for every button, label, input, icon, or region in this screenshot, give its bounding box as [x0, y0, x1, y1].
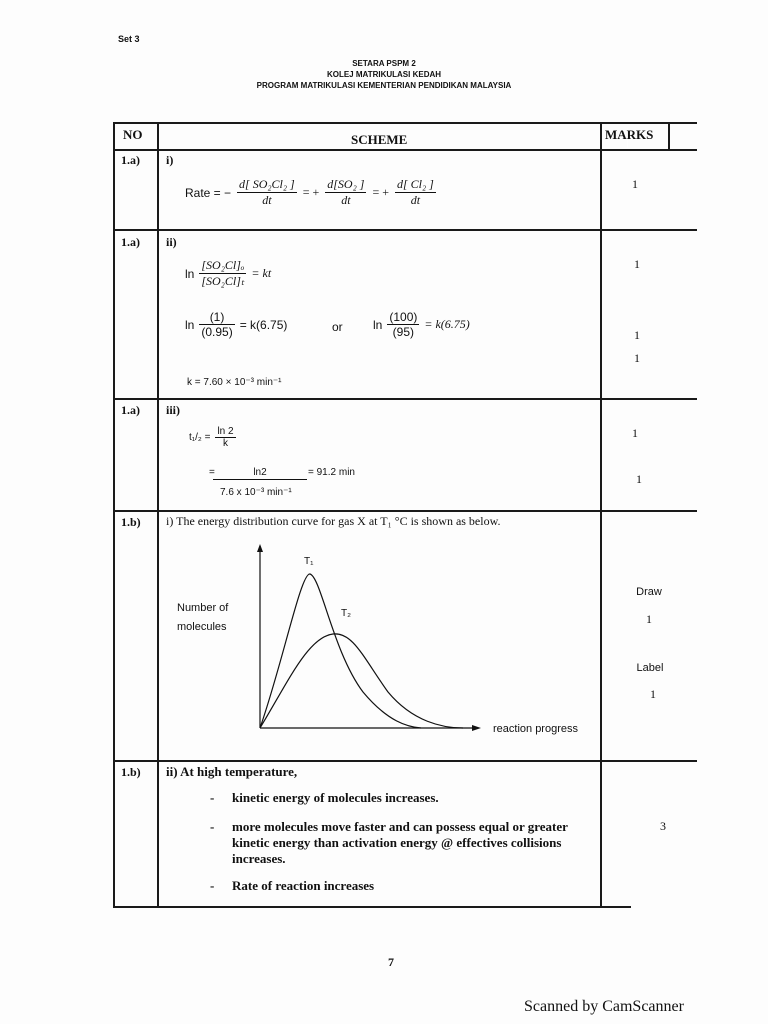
half-life-label: t₁/₂ = — [189, 432, 211, 443]
row3-mark-2: 1 — [636, 472, 642, 486]
bullet-2-dash: - — [210, 819, 215, 834]
bullet-3 — [210, 878, 375, 894]
rate-num-so2: d[SO₂ ] — [327, 177, 365, 191]
x-axis-arrow — [472, 725, 481, 731]
row5-intro: ii) At high temperature, — [166, 764, 298, 779]
rate-equation — [185, 177, 438, 208]
rate-eq-plus-1: = + — [302, 185, 320, 199]
label-mark-label: Label — [636, 662, 664, 674]
bullet-1-text: kinetic energy of molecules increases. — [232, 790, 439, 805]
draw-mark-label: Draw — [636, 586, 662, 598]
y-axis-arrow — [257, 544, 263, 552]
half-life-formula — [189, 426, 238, 449]
rate-constant: k = 7.60 × 10⁻³ min⁻¹ — [187, 377, 282, 388]
col-no-header: NO — [123, 127, 143, 142]
curve-t1-label: T₁ — [304, 556, 314, 567]
curve-t2 — [260, 634, 463, 728]
curve-t1 — [260, 574, 421, 728]
bullet-3-dash: - — [210, 878, 215, 893]
half-life-den: k — [223, 438, 228, 449]
bullet-2-line-3: increases. — [232, 851, 286, 866]
rate-den-2: dt — [341, 193, 351, 207]
col-scheme-header: SCHEME — [351, 132, 408, 147]
row2-mark-1: 1 — [634, 257, 640, 271]
conc-time: [SO₂Cl]ₜ — [201, 274, 245, 288]
scanner-footer: Scanned by CamScanner — [524, 998, 684, 1015]
graph-xlabel: reaction progress — [493, 723, 578, 735]
sub1-result: = k(6.75) — [239, 317, 288, 332]
conc-initial: [SO₂Cl]ₒ — [199, 258, 246, 274]
half-life-ln2: ln2 — [213, 467, 307, 480]
label-mark-value: 1 — [650, 687, 656, 701]
header-line-2: KOLEJ MATRIKULASI KEDAH — [326, 70, 442, 79]
rate-den-1: dt — [262, 193, 272, 207]
rate-label: Rate = − — [185, 185, 232, 200]
set-label: Set 3 — [118, 34, 140, 44]
curve-t2-label: T₂ — [341, 608, 351, 619]
bullet-2 — [210, 819, 624, 867]
scheme-table — [113, 122, 697, 908]
row2-number: 1.a) — [121, 235, 140, 249]
header-line-1: SETARA PSPM 2 — [352, 59, 416, 68]
half-life-eq: = — [209, 467, 215, 478]
row1-mark: 1 — [632, 177, 638, 191]
or-label: or — [332, 320, 343, 334]
row5-number: 1.b) — [121, 765, 141, 779]
equals-kt: = kt — [251, 266, 272, 280]
integrated-rate-law — [185, 258, 271, 289]
row2-part: ii) — [166, 235, 177, 249]
bullet-2-line-2: kinetic energy than activation energy @ effectives collisions — [232, 835, 562, 850]
row2-mark-3: 1 — [634, 351, 640, 365]
row4-number: 1.b) — [121, 515, 141, 529]
ln-label: ln — [185, 266, 195, 281]
ln-label-2: ln — [185, 317, 195, 332]
graph-ylabel-2: molecules — [177, 621, 227, 633]
half-life-denominator: 7.6 x 10⁻³ min⁻¹ — [220, 487, 292, 498]
draw-mark-value: 1 — [646, 612, 652, 626]
page-number: 7 — [388, 955, 394, 969]
col-marks-header: MARKS — [605, 127, 654, 142]
graph-ylabel-1: Number of — [177, 602, 229, 614]
bullet-1 — [210, 790, 439, 806]
row1-part: i) — [166, 153, 174, 167]
sub2-den: (95) — [392, 325, 415, 339]
bullet-2-line-1: more molecules move faster and can possess equal or greater — [232, 819, 568, 834]
row2-mark-2: 1 — [634, 328, 640, 342]
bullet-1-dash: - — [210, 790, 215, 805]
rate-num-cl2: d[ Cl₂ ] — [397, 177, 434, 191]
row5-mark: 3 — [660, 819, 666, 833]
energy-distribution-graph — [253, 542, 493, 742]
substitution-1 — [185, 310, 287, 339]
sub1-den: (0.95) — [201, 325, 233, 339]
sub2-result: = k(6.75) — [424, 317, 470, 331]
rate-num-so2cl2: d[ SO₂Cl₂ ] — [239, 177, 295, 191]
row4-description: i) The energy distribution curve for gas X at T₁ °C is shown as below. — [166, 514, 501, 528]
bullet-3-text: Rate of reaction increases — [232, 878, 375, 893]
row3-part: iii) — [166, 403, 180, 417]
sub1-num: (1) — [199, 310, 234, 325]
header-line-3: PROGRAM MATRIKULASI KEMENTERIAN PENDIDIKAN MALAYSIA — [256, 81, 512, 90]
row1-number: 1.a) — [121, 153, 140, 167]
sub2-num: (100) — [389, 310, 418, 324]
ln-label-3: ln — [373, 317, 383, 332]
substitution-2 — [373, 310, 470, 339]
rate-den-3: dt — [410, 193, 421, 207]
half-life-num: ln 2 — [217, 426, 234, 437]
row3-number: 1.a) — [121, 403, 140, 417]
rate-eq-plus-2: = + — [372, 185, 389, 199]
half-life-result: = 91.2 min — [308, 467, 355, 478]
row3-mark-1: 1 — [632, 426, 638, 440]
